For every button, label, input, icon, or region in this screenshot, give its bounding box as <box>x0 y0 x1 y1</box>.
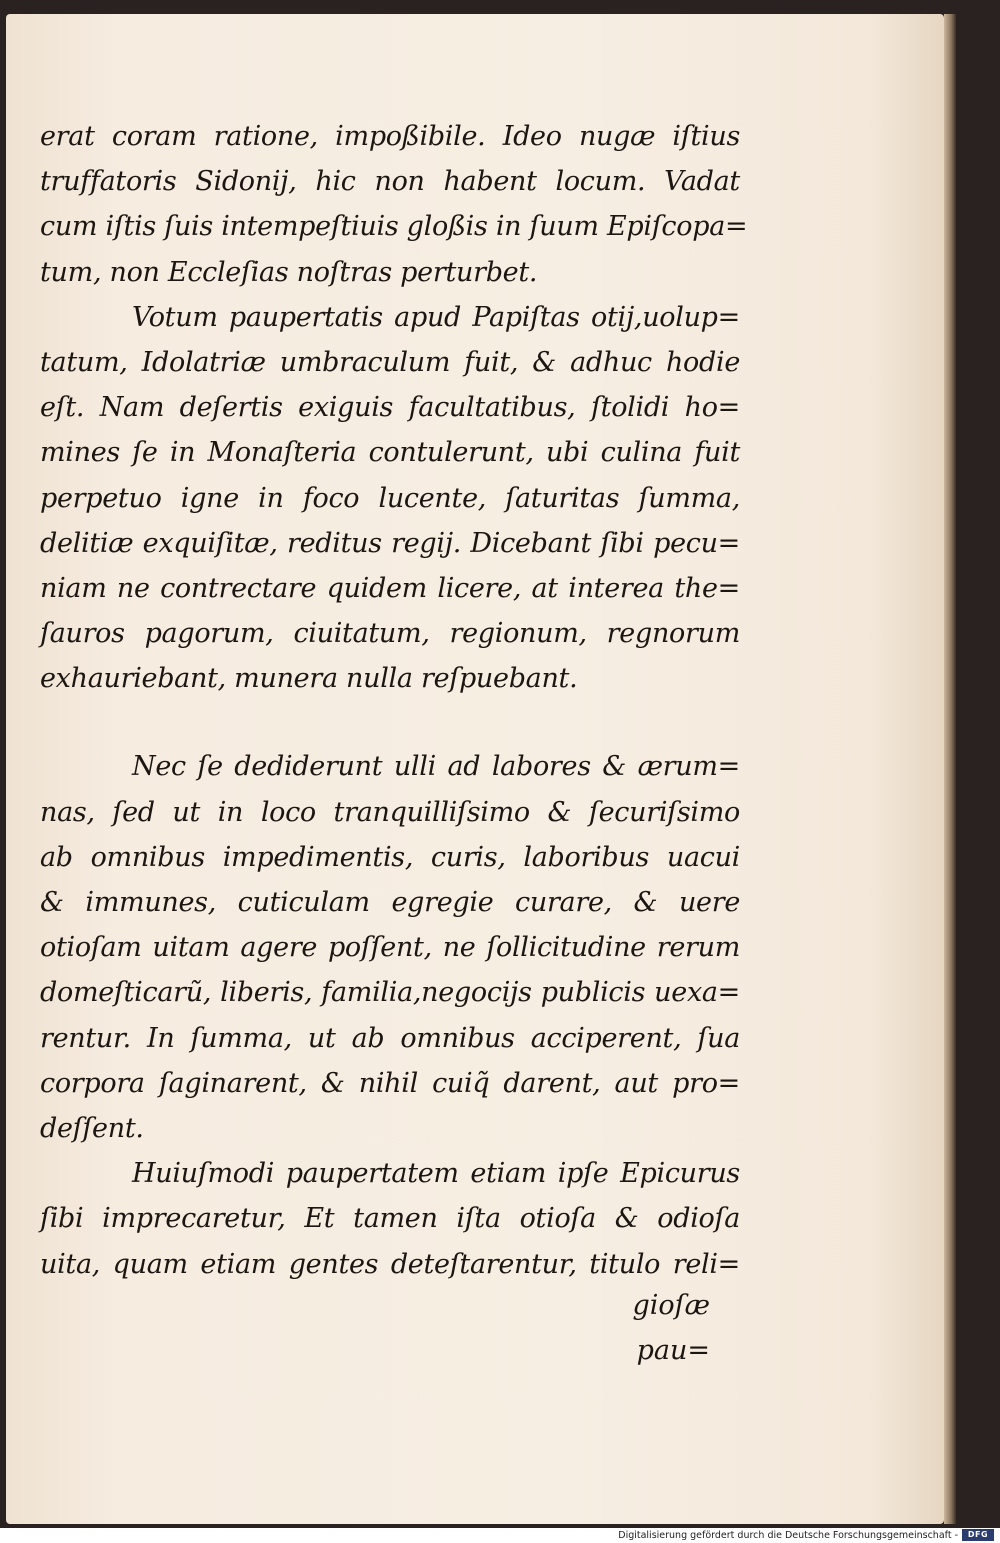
paragraph-gap <box>40 701 740 744</box>
text-line: Votum paupertatis apud Papiſtas otij,uolup= <box>132 301 740 333</box>
text-line: ſibi imprecaretur, Et tamen iſta otioſa & odioſa <box>40 1203 740 1235</box>
text-line: otioſam uitam agere poſſent, ne ſollicitudine rerum <box>40 932 740 964</box>
text-line: tum, non Eccleſias noſtras perturbet. <box>40 256 538 288</box>
text-line: Huiuſmodi paupertatem etiam ipſe Epicurus <box>132 1158 740 1190</box>
text-line: deſſent. <box>40 1112 144 1144</box>
text-line: niam ne contrectare quidem licere, at interea the= <box>40 572 740 604</box>
text-line: mines ſe in Monaſteria contulerunt, ubi culina fuit <box>40 437 740 469</box>
text-line: corpora ſaginarent, & nihil cuiq̃ darent, aut pro= <box>40 1067 740 1099</box>
dfg-logo: DFG <box>962 1529 994 1541</box>
text-line: tatum, Idolatriæ umbraculum fuit, & adhuc hodie <box>40 346 740 378</box>
text-line: eſt. Nam deſertis exiguis facultatibus, ſtolidi ho= <box>40 392 740 424</box>
text-line: rentur. In ſumma, ut ab omnibus acciperent, ſua <box>40 1022 740 1054</box>
text-line: ſauros pagorum, ciuitatum, regionum, regnorum <box>40 618 740 650</box>
text-line: domeſticarũ, liberis, familia,negocijs publicis uexa= <box>40 977 740 1009</box>
funding-credit: Digitalisierung gefördert durch die Deutsche Forschungsgemeinschaft - <box>618 1530 958 1541</box>
page-text <box>40 114 748 1287</box>
page-edge <box>944 14 956 1524</box>
text-line: nas, ſed ut in loco tranquilliſsimo & ſecuriſsimo <box>40 796 740 828</box>
text-line: ab omnibus impedimentis, curis, laboribus uacui <box>40 841 740 873</box>
text-line: & immunes, cuticulam egregie curare, & uere <box>40 887 740 918</box>
catchword: gioſæ pau= <box>632 1290 710 1366</box>
text-line: uita, quam etiam gentes deteſtarentur, titulo reli= <box>40 1248 740 1280</box>
text-line: perpetuo igne in foco lucente, ſaturitas ſumma, <box>40 482 740 514</box>
text-line: delitiæ exquiſitæ, reditus regij. Dicebant ſibi pecu= <box>40 527 740 559</box>
footer-bar <box>0 1528 1000 1543</box>
text-line: truffatoris Sidonij, hic non habent locum. Vadat <box>40 166 740 198</box>
text-line: cum iſtis ſuis intempeſtiuis gloßis in ſuum Epiſcopa= <box>40 211 748 243</box>
text-line: Nec ſe dediderunt ulli ad labores & ærum= <box>132 751 740 783</box>
text-line: exhauriebant, munera nulla reſpuebant. <box>40 663 578 695</box>
text-line: erat coram ratione, impoßibile. Ideo nugæ iſtius <box>40 121 740 152</box>
